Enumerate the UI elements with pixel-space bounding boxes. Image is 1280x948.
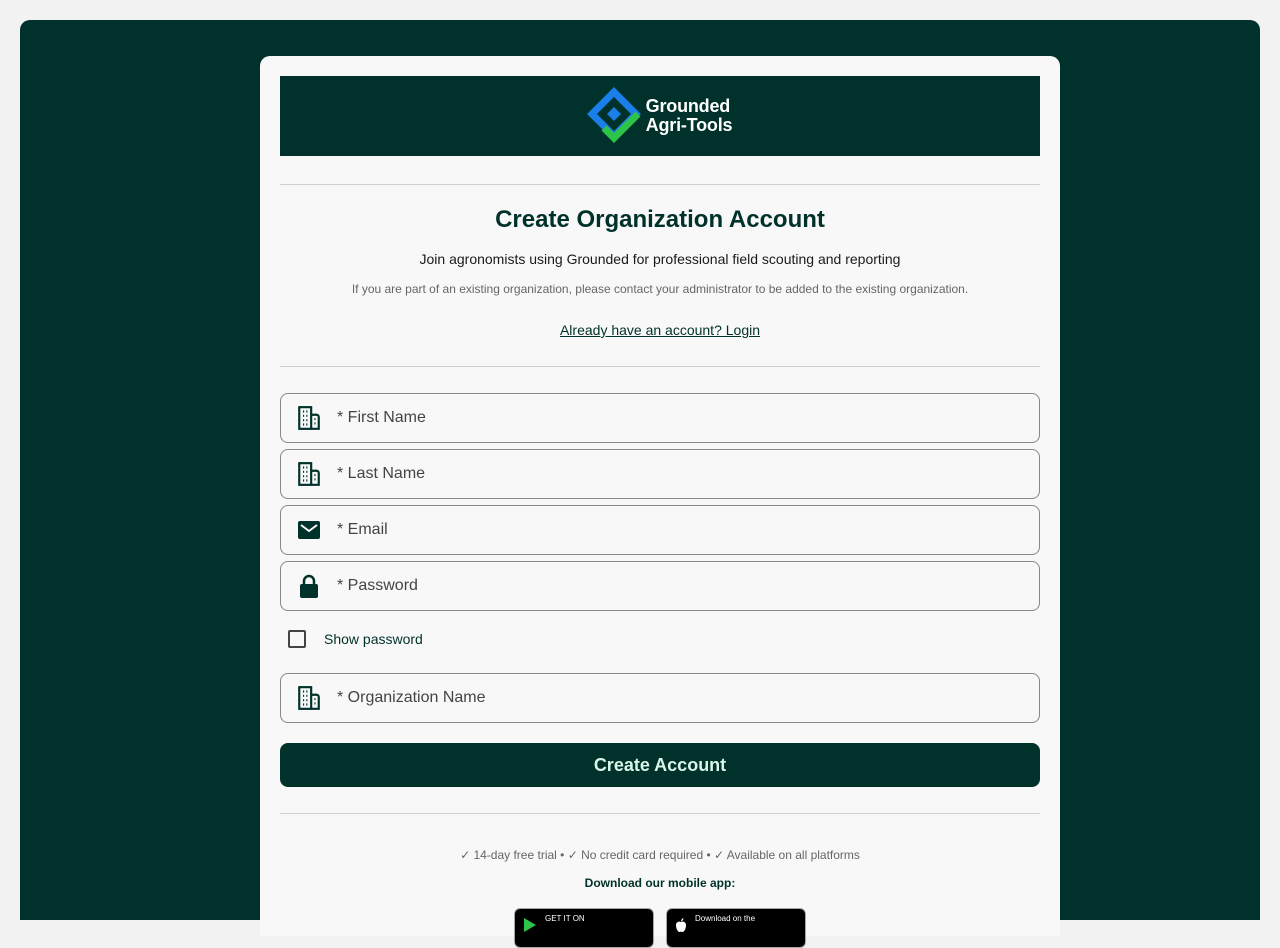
- brand-logo: [588, 90, 733, 142]
- brand-name-line1: Grounded: [645, 96, 731, 116]
- lock-icon: [281, 574, 337, 598]
- password-input[interactable]: [337, 562, 1039, 610]
- login-link[interactable]: Already have an account? Login: [559, 322, 761, 338]
- google-play-icon: [523, 918, 537, 932]
- apple-icon: [675, 918, 687, 932]
- app-store-small-text: Download on the: [695, 914, 756, 923]
- download-app-label: Download our mobile app:: [584, 876, 736, 890]
- page-background: [20, 20, 1260, 923]
- show-password-toggle[interactable]: [288, 630, 423, 648]
- page-title: Create Organization Account: [495, 206, 825, 233]
- divider: [280, 366, 1040, 367]
- last-name-field[interactable]: [280, 449, 1040, 499]
- create-account-button[interactable]: Create Account: [280, 743, 1040, 787]
- first-name-input[interactable]: [337, 394, 1039, 442]
- building-icon: [281, 461, 337, 487]
- show-password-checkbox[interactable]: [288, 630, 306, 648]
- organization-name-field[interactable]: [280, 673, 1040, 723]
- divider: [280, 813, 1040, 814]
- first-name-field[interactable]: [280, 393, 1040, 443]
- building-icon: [281, 685, 337, 711]
- google-play-badge[interactable]: [514, 908, 654, 948]
- organization-name-input[interactable]: [337, 674, 1039, 722]
- building-icon: [281, 405, 337, 431]
- show-password-label[interactable]: Show password: [324, 631, 423, 647]
- divider: [280, 184, 1040, 185]
- last-name-input[interactable]: [337, 450, 1039, 498]
- signup-card: [260, 56, 1060, 936]
- email-input[interactable]: [337, 506, 1039, 554]
- brand-logo-mark-icon: [588, 90, 640, 142]
- google-play-small-text: GET IT ON: [545, 914, 585, 923]
- email-field[interactable]: [280, 505, 1040, 555]
- password-field[interactable]: [280, 561, 1040, 611]
- app-store-badge[interactable]: [666, 908, 806, 948]
- brand-name: [646, 97, 733, 135]
- mail-icon: [281, 521, 337, 539]
- logo-banner: [280, 76, 1040, 156]
- page-subtitle: Join agronomists using Grounded for professional field scouting and reporting: [419, 251, 901, 267]
- brand-name-line2: Agri-Tools: [645, 115, 733, 135]
- existing-org-note: If you are part of an existing organization, please contact your administrator to be added to the existing organization.: [351, 282, 969, 296]
- perks-text: ✓ 14-day free trial • ✓ No credit card required • ✓ Available on all platforms: [460, 848, 860, 862]
